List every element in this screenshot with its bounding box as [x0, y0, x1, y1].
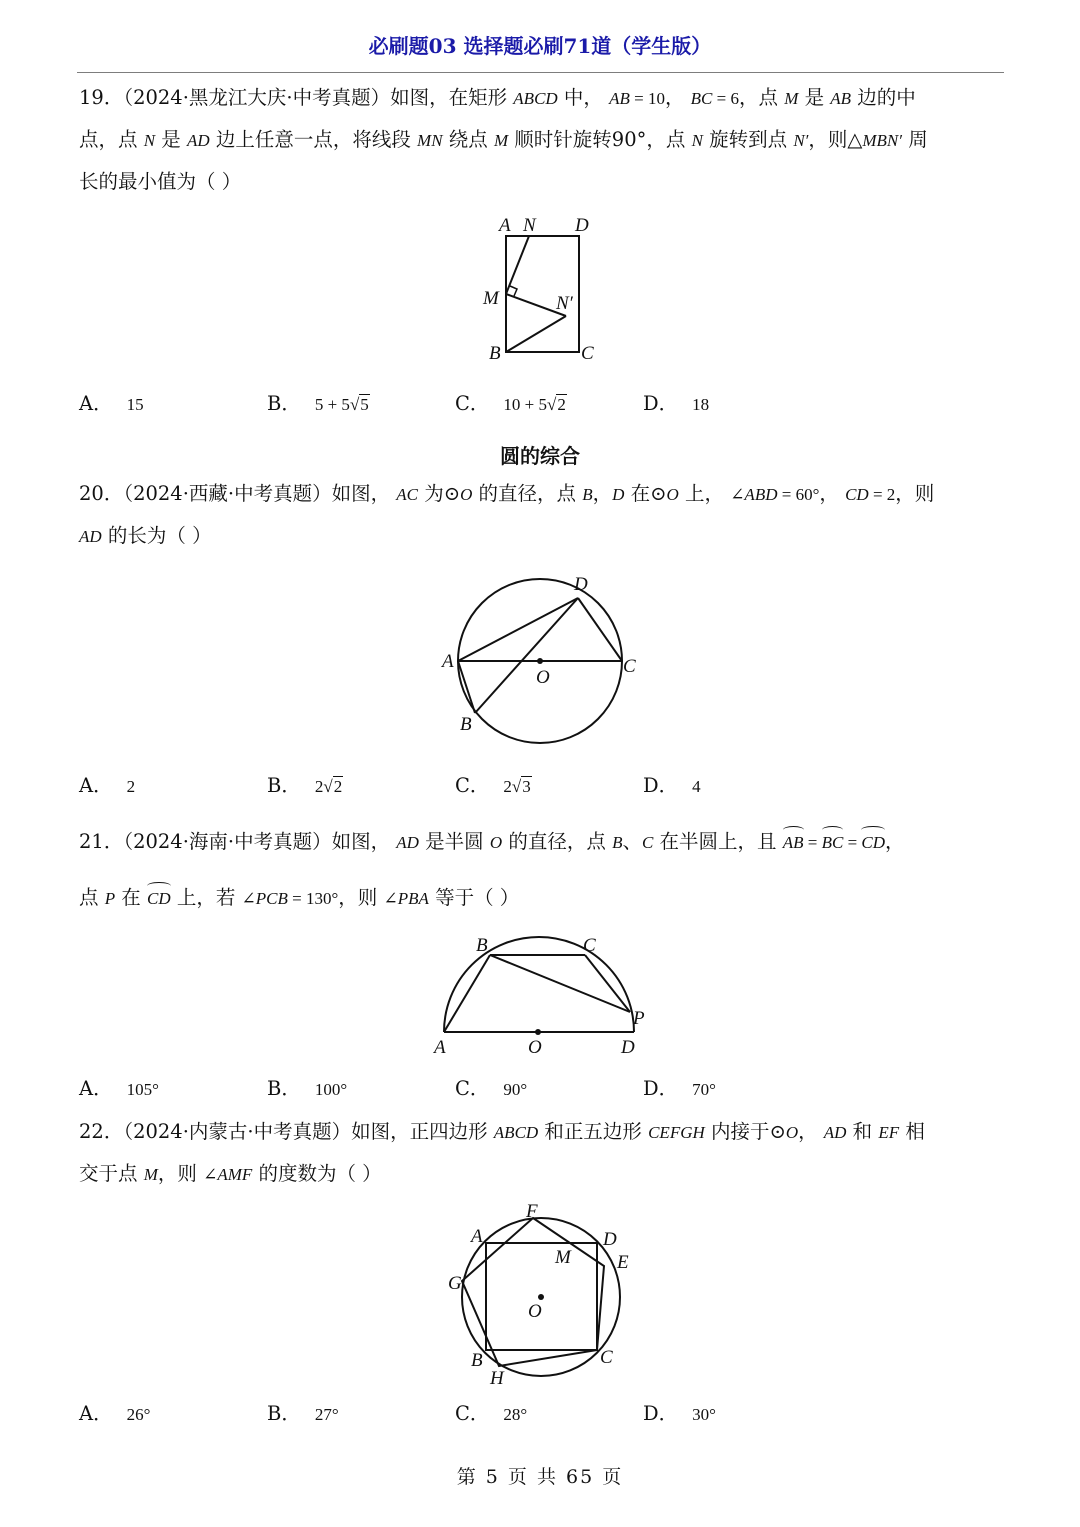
q21-figure-semicircle — [425, 930, 655, 1060]
text-run: 上， — [678, 482, 731, 505]
math-number: 105° — [126, 1080, 159, 1099]
q21-choice-b[interactable] — [267, 1077, 347, 1102]
math-number: 5 + 5 — [314, 395, 350, 414]
text-run: 的直径，点 — [472, 482, 583, 505]
q20-choice-a[interactable] — [79, 774, 135, 799]
math-number: 18 — [692, 395, 710, 414]
math-symbol: ∠PBA — [383, 889, 429, 908]
math-symbol: BC — [690, 89, 713, 108]
q20-label-C: C — [623, 656, 636, 677]
q20-label-O: O — [536, 667, 550, 688]
choice-label: B． — [267, 1077, 301, 1100]
choice-label: B． — [267, 1402, 301, 1425]
text-run: 是 — [155, 128, 187, 151]
text-run: 顺时针旋转90°，点 — [508, 128, 692, 151]
math-symbol: AC — [396, 485, 419, 504]
math-number: 100° — [314, 1080, 348, 1099]
q22-label-A: A — [471, 1226, 483, 1247]
q21-line-1 — [79, 830, 905, 855]
choice-label: B． — [267, 774, 301, 797]
text-run: 19．（2024·黑龙江大庆·中考真题）如图，在矩形 — [79, 86, 514, 109]
text-run: 内接于⊙ — [704, 1120, 786, 1143]
text-run: 20．（2024·西藏·中考真题）如图， — [79, 482, 397, 505]
math-symbol: AB — [830, 89, 852, 108]
math-symbol: ABCD — [493, 1123, 539, 1142]
math-number: 70° — [692, 1080, 716, 1099]
text-run: 在 — [115, 886, 147, 909]
q22-label-O: O — [528, 1301, 542, 1322]
math-symbol: C — [641, 833, 654, 852]
q20-line-1 — [79, 482, 934, 507]
q21-label-O: O — [528, 1037, 542, 1058]
math-sqrt: √2 — [547, 395, 566, 414]
q22-label-C: C — [600, 1347, 613, 1368]
text-run: 上，若 — [170, 886, 242, 909]
q20-choice-c[interactable] — [455, 774, 532, 799]
q19-label-N: N — [523, 215, 536, 236]
math-symbol: MBN′ — [862, 131, 902, 150]
q19-line-2 — [79, 128, 928, 153]
q19-label-D: D — [575, 215, 589, 236]
q19-label-Nprime: N′ — [556, 293, 573, 314]
choice-label: A． — [79, 774, 113, 797]
text-run: 中， — [557, 86, 610, 109]
text-run: 绕点 — [442, 128, 494, 151]
q22-label-H: H — [490, 1368, 504, 1389]
choice-label: C． — [455, 774, 490, 797]
math-number: 27° — [314, 1405, 339, 1424]
q19-choice-b[interactable] — [267, 392, 370, 417]
math-symbol: AD — [186, 131, 210, 150]
text-run: ， — [664, 86, 691, 109]
section-title: 圆的综合 — [500, 444, 580, 468]
text-run: ，则 — [157, 1162, 204, 1185]
math-symbol: N — [691, 131, 703, 150]
text-run: ， — [885, 830, 905, 853]
q20-figure-circle — [430, 565, 650, 750]
math-symbol: O — [460, 485, 473, 504]
q22-label-B: B — [471, 1350, 483, 1371]
q22-choice-b[interactable] — [267, 1402, 339, 1427]
text-run: 22．（2024·内蒙古·中考真题）如图，正四边形 — [79, 1120, 494, 1143]
q19-line-3 — [79, 170, 241, 194]
math-symbol: M — [784, 89, 799, 108]
math-symbol: N′ — [793, 131, 809, 150]
text-run: ， — [819, 482, 846, 505]
q21-label-P: P — [633, 1008, 645, 1029]
q21-choice-a[interactable] — [79, 1077, 159, 1102]
q19-label-C: C — [581, 343, 594, 364]
math-sqrt: √5 — [349, 395, 369, 414]
text-run: 是 — [798, 86, 831, 109]
q21-choice-c[interactable] — [455, 1077, 527, 1102]
q19-label-M: M — [483, 288, 499, 309]
q22-label-M: M — [555, 1247, 571, 1268]
math-number: 4 — [692, 777, 701, 796]
text-run: ，则△ — [808, 128, 863, 151]
q21-label-B: B — [476, 935, 488, 956]
choice-label: D． — [643, 774, 679, 797]
math-symbol: EF — [878, 1123, 900, 1142]
q19-line-1 — [79, 86, 916, 111]
text-run: 点，点 — [79, 128, 144, 151]
math-number: 30° — [692, 1405, 716, 1424]
math-number: = 130° — [287, 889, 339, 908]
q19-choice-c[interactable] — [455, 392, 567, 417]
text-run: 21．（2024·海南·中考真题）如图， — [79, 830, 397, 853]
q21-line-2 — [79, 886, 519, 911]
q19-figure-rectangle — [470, 205, 620, 370]
text-run: 的长为（ ） — [101, 524, 212, 547]
math-arc: CD — [147, 887, 171, 911]
math-sqrt: √2 — [323, 777, 343, 796]
q22-figure-inscribed-polygons — [440, 1195, 640, 1395]
math-symbol: D — [612, 485, 625, 504]
math-number: = — [803, 833, 822, 852]
math-number: 10 + 5 — [503, 395, 548, 414]
text-run: 相 — [899, 1120, 925, 1143]
math-symbol: P — [104, 889, 116, 908]
text-run: ，则 — [338, 886, 384, 909]
math-number: = 60° — [777, 485, 820, 504]
q21-label-D: D — [621, 1037, 635, 1058]
text-run: 的度数为（ ） — [252, 1162, 382, 1185]
math-symbol: AD — [396, 833, 419, 852]
text-run: 和 — [846, 1120, 879, 1143]
text-run: 旋转到点 — [702, 128, 794, 151]
choice-label: D． — [643, 392, 679, 415]
q22-label-G: G — [448, 1273, 462, 1294]
page-number-footer: 第 5 页 共 65 页 — [456, 1466, 624, 1488]
math-arc: CD — [861, 831, 885, 855]
math-number: 90° — [503, 1080, 528, 1099]
q19-label-A: A — [499, 215, 511, 236]
math-number: = 2 — [868, 485, 896, 504]
q22-label-F: F — [526, 1201, 538, 1222]
q20-choice-b[interactable] — [267, 774, 343, 799]
math-symbol: ∠ABD — [730, 485, 778, 504]
math-symbol: N — [143, 131, 156, 150]
document-header-title: 必刷题03 选择题必刷71道（学生版） — [368, 34, 712, 58]
math-symbol: B — [582, 485, 593, 504]
math-symbol: ∠AMF — [203, 1165, 253, 1184]
header-divider — [77, 72, 1004, 73]
q20-line-2 — [79, 524, 212, 549]
text-run: 在⊙ — [624, 482, 667, 505]
math-number: = — [843, 833, 862, 852]
q19-label-B: B — [489, 343, 501, 364]
math-symbol: AD — [79, 527, 102, 546]
math-symbol: AD — [823, 1123, 847, 1142]
math-symbol: M — [143, 1165, 158, 1184]
math-symbol: O — [489, 833, 503, 852]
text-run: 和正五边形 — [538, 1120, 649, 1143]
math-number: 2 — [126, 777, 136, 796]
text-run: 交于点 — [79, 1162, 144, 1185]
math-symbol: CD — [845, 485, 869, 504]
math-symbol: AB — [609, 89, 630, 108]
text-run: 在半圆上，且 — [653, 830, 783, 853]
q21-choice-d[interactable] — [643, 1077, 716, 1102]
q22-line-1 — [79, 1120, 925, 1145]
q19-choice-d[interactable] — [643, 392, 709, 417]
text-run: ，点 — [739, 86, 785, 109]
choice-label: B． — [267, 392, 301, 415]
choice-label: D． — [643, 1077, 679, 1100]
choice-label: C． — [455, 392, 490, 415]
math-number: 28° — [503, 1405, 528, 1424]
text-run: 是半圆 — [418, 830, 490, 853]
math-number: 2 — [503, 777, 512, 796]
math-symbol: MN — [417, 131, 443, 150]
text-run: 、 — [622, 830, 642, 853]
math-number: = 6 — [712, 89, 739, 108]
q22-label-E: E — [617, 1252, 629, 1273]
math-symbol: ABCD — [513, 89, 558, 108]
q19-choice-a[interactable] — [79, 392, 144, 417]
q20-label-D: D — [574, 574, 588, 595]
q20-choice-d[interactable] — [643, 774, 701, 799]
text-run: 等于（ ） — [428, 886, 520, 909]
text-run: ，则 — [895, 482, 935, 505]
q21-label-A: A — [434, 1037, 446, 1058]
choice-label: D． — [643, 1402, 679, 1425]
q21-label-C: C — [583, 935, 596, 956]
choice-label: A． — [79, 392, 113, 415]
q20-label-A: A — [442, 651, 454, 672]
math-symbol: ∠PCB — [241, 889, 288, 908]
q22-label-D: D — [603, 1229, 617, 1250]
q20-label-B: B — [460, 714, 472, 735]
math-symbol: B — [612, 833, 623, 852]
text-run: 点 — [79, 886, 105, 909]
text-run: 边上任意一点，将线段 — [209, 128, 418, 151]
math-number: 26° — [126, 1405, 151, 1424]
choice-label: A． — [79, 1402, 113, 1425]
math-arc: BC — [822, 831, 844, 855]
math-symbol: O — [785, 1123, 799, 1142]
text-run: 的直径，点 — [502, 830, 613, 853]
text-run: 周 — [902, 128, 928, 151]
choice-label: A． — [79, 1077, 113, 1100]
math-symbol: M — [493, 131, 509, 150]
math-number: 2 — [314, 777, 324, 796]
math-symbol: O — [666, 485, 679, 504]
math-number: = 10 — [629, 89, 665, 108]
text-run: ， — [798, 1120, 824, 1143]
text-run: 边的中 — [851, 86, 916, 109]
q22-choice-c[interactable] — [455, 1402, 527, 1427]
math-symbol: CEFGH — [648, 1123, 705, 1142]
math-sqrt: √3 — [511, 777, 531, 796]
text-run: 为⊙ — [418, 482, 461, 505]
text-run: 长的最小值为（ ） — [79, 170, 242, 193]
math-number: 15 — [126, 395, 144, 414]
q22-line-2 — [79, 1162, 382, 1187]
q22-choice-d[interactable] — [643, 1402, 716, 1427]
choice-label: C． — [455, 1402, 490, 1425]
math-arc: AB — [783, 831, 804, 855]
text-run: ， — [592, 482, 613, 505]
q22-choice-a[interactable] — [79, 1402, 150, 1427]
choice-label: C． — [455, 1077, 490, 1100]
